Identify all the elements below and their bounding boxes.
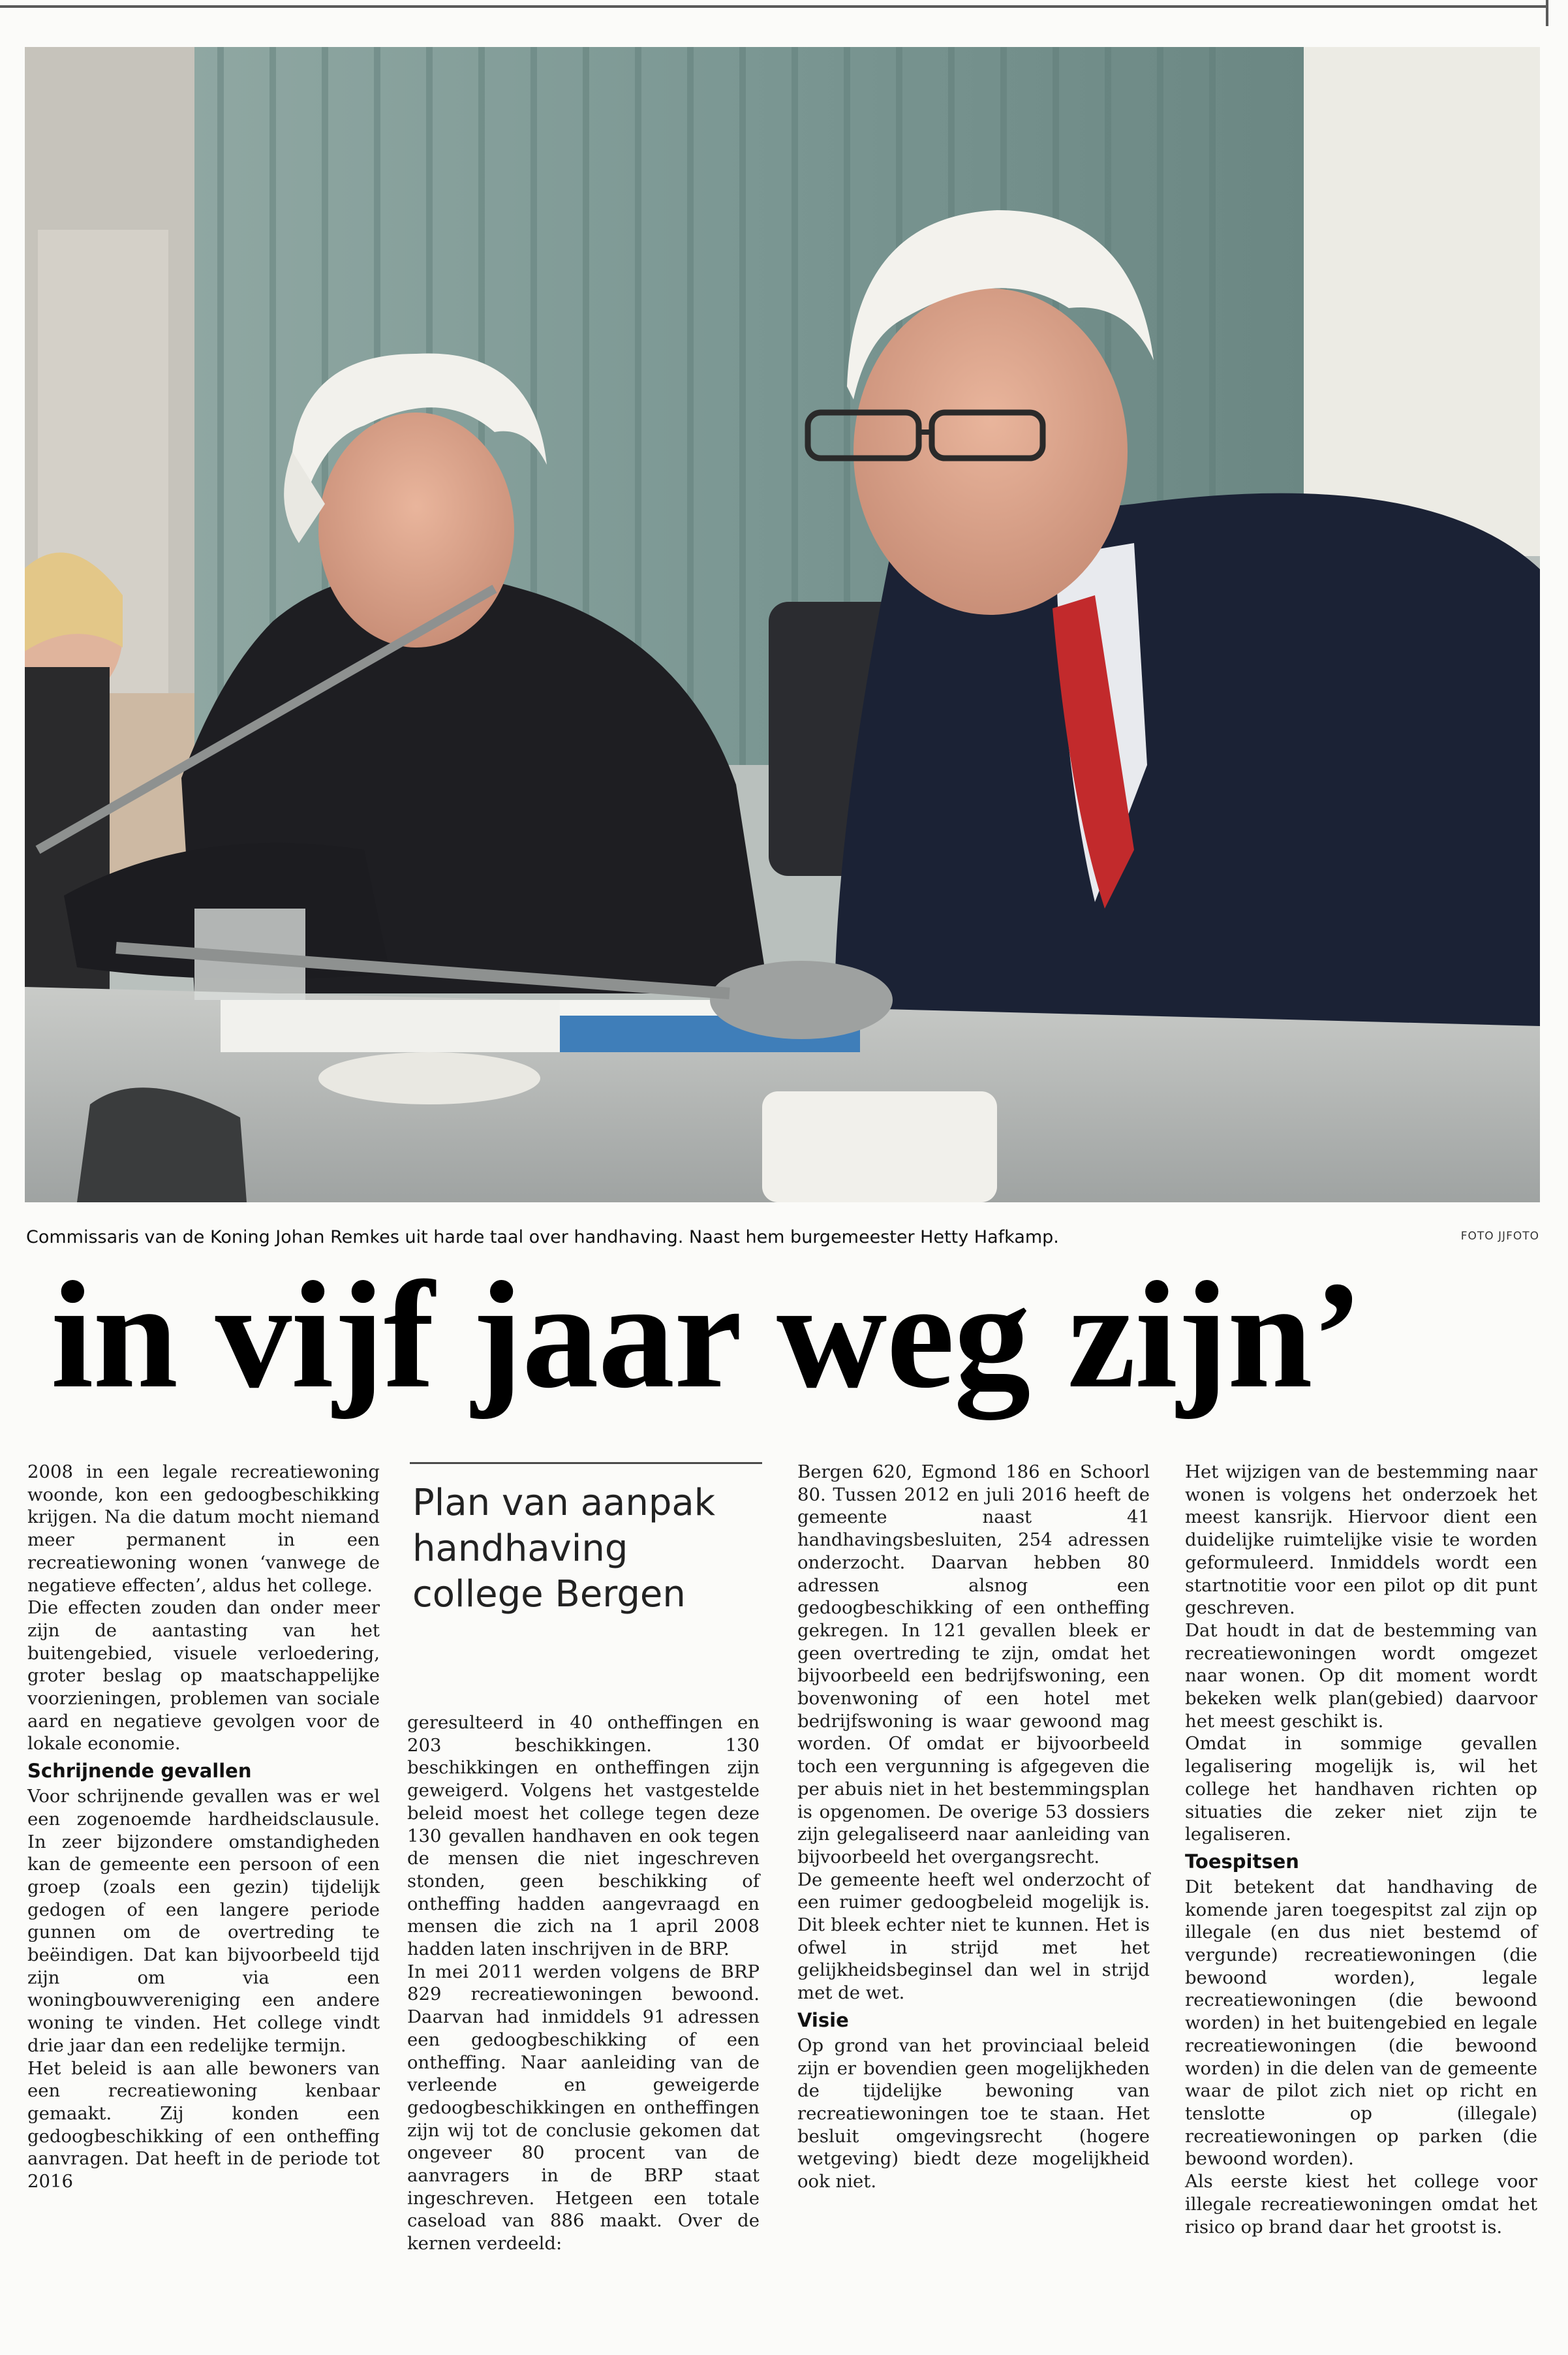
paragraph: In mei 2011 werden volgens de BRP 829 recreatiewoningen bewoond. Daarvan had inmiddels 91 adressen een gedoogbeschikking of een ontheffing. Naar aanleiding van de verleende en geweigerde gedoogbeschikkingen en ontheffingen zijn wij tot de conclusie gekomen dat ongeveer 80 procent van de aanvragers in de BRP staat ingeschreven. Hetgeen een totale caseload van 886 maakt. Over de kernen verdeeld: [407,1961,760,2254]
top-rule-end [1546,0,1548,26]
paragraph: Dat houdt in dat de bestemming van recreatiewoningen wordt omgezet naar wonen. Op dit moment wordt bekeken welk plan(gebied) daarvoor het meest geschikt is. [1185,1619,1537,1732]
paragraph: Op grond van het provinciaal beleid zijn er bovendien geen mogelijkheden de tijdelijke bewoning van recreatiewoningen toe te staan. Het besluit omgevingsrecht (hogere wetgeving) biedt deze mogelijkheid ook niet. [797,2035,1150,2192]
article-column-4 [1185,1461,1537,2238]
paragraph: Het beleid is aan alle bewoners van een recreatiewoning kenbaar gemaakt. Zij konden een gedoogbeschikking of een ontheffing aanvragen. Dat heeft in de periode tot 2016 [27,2057,380,2192]
news-photo [25,47,1540,1202]
photo-caption: Commissaris van de Koning Johan Remkes uit harde taal over handhaving. Naast hem burgemeester Hetty Hafkamp. [26,1227,1059,1247]
paragraph: geresulteerd in 40 ontheffingen en 203 beschikkingen. 130 beschikkingen en ontheffingen zijn geweigerd. Volgens het vastgestelde beleid moest het college tegen deze 130 gevallen handhaven en ook tegen de mensen die niet ingeschreven stonden, geen beschikking of ontheffing hadden aangevraagd en mensen die zich na 1 april 2008 hadden laten inschrijven in de BRP. [407,1712,760,1960]
article-column-1 [27,1461,380,2193]
paragraph: 2008 in een legale recreatiewoning woonde, kon een gedoogbeschikking krijgen. Na die datum mocht niemand meer permanent in een recreatiewoning wonen ‘vanwege de negatieve effecten’, aldus het college. [27,1461,380,1596]
article-column-3 [797,1461,1150,2193]
paragraph: Voor schrijnende gevallen was er wel een zogenoemde hardheidsclausule. In zeer bijzondere omstandigheden kan de gemeente een persoon of een groep (zoals een gezin) tijdelijk gedogen of een langere periode gunnen om de overtreding te beëindigen. Dat kan bijvoorbeeld tijd zijn om via een woningbouwvereniging een andere woning te vinden. Het college vindt drie jaar dan een redelijke termijn. [27,1786,380,2056]
paragraph: De gemeente heeft wel onderzocht of een ruimer gedoogbeleid mogelijk is. Dit bleek echter niet te kunnen. Het is ofwel in strijd met het gelijkheidsbeginsel dan wel in strijd met de wet. [797,1869,1150,2004]
top-rule [0,5,1546,8]
paragraph: Omdat in sommige gevallen legalisering mogelijk is, wil het college het handhaven richten op situaties die zeker niet zijn te legaliseren. [1185,1733,1537,1845]
headline: in vijf jaar weg zijn’ [51,1250,1362,1420]
paragraph: Als eerste kiest het college voor illegale recreatiewoningen omdat het risico op brand daar het grootst is. [1185,2171,1537,2238]
subheading: Visie [797,2008,849,2031]
subheading: Toespitsen [1185,1850,1299,1873]
sidebar-heading: Plan van aanpak handhaving college Bergen [412,1482,716,1615]
paragraph: Dit betekent dat handhaving de komende jaren toegespitst zal zijn op illegale (en dus niet bestemd of vergunde) recreatiewoningen (die bewoond worden), legale recreatiewoningen (die bewoond worden) in het buitengebied en legale recreatiewoningen (die bewoond worden) in die delen van de gemeente waar de pilot zich niet op richt en tenslotte op (illegale) recreatiewoningen op parken (die bewoond worden). [1185,1876,1537,2170]
paragraph: Die effecten zouden dan onder meer zijn de aantasting van het buitengebied, visuele verloedering, groter beslag op maatschappelijke voorzieningen, problemen van sociale aard en negatieve gevolgen voor de lokale economie. [27,1597,380,1755]
photo-credit: FOTO JJFOTO [1460,1230,1539,1243]
subheading: Schrijnende gevallen [27,1760,252,1783]
article-column-2 [407,1711,760,2255]
sidebar-rule [410,1462,762,1464]
paragraph: Het wijzigen van de bestemming naar wonen is volgens het onderzoek het meest kansrijk. Hiervoor dient een duidelijke ruimtelijke visie te worden geformuleerd. Inmiddels wordt een startnotitie voor een pilot op dit punt geschreven. [1185,1461,1537,1619]
paragraph: Bergen 620, Egmond 186 en Schoorl 80. Tussen 2012 en juli 2016 heeft de gemeente naast 41 handhavingsbesluiten, 254 adressen onderzocht. Daarvan hebben 80 adressen alsnog een gedoogbeschikking of een ontheffing gekregen. In 121 gevallen bleek er geen overtreding te zijn, omdat het bijvoorbeeld een bedrijfswoning, een bovenwoning of een hotel met bedrijfswoning is waar gewoond mag worden. Of omdat er bijvoorbeeld toch een vergunning is afgegeven die per abuis niet in het bestemmingsplan is opgenomen. De overige 53 dossiers zijn gelegaliseerd naar aanleiding van bijvoorbeeld het overgangsrecht. [797,1461,1150,1867]
